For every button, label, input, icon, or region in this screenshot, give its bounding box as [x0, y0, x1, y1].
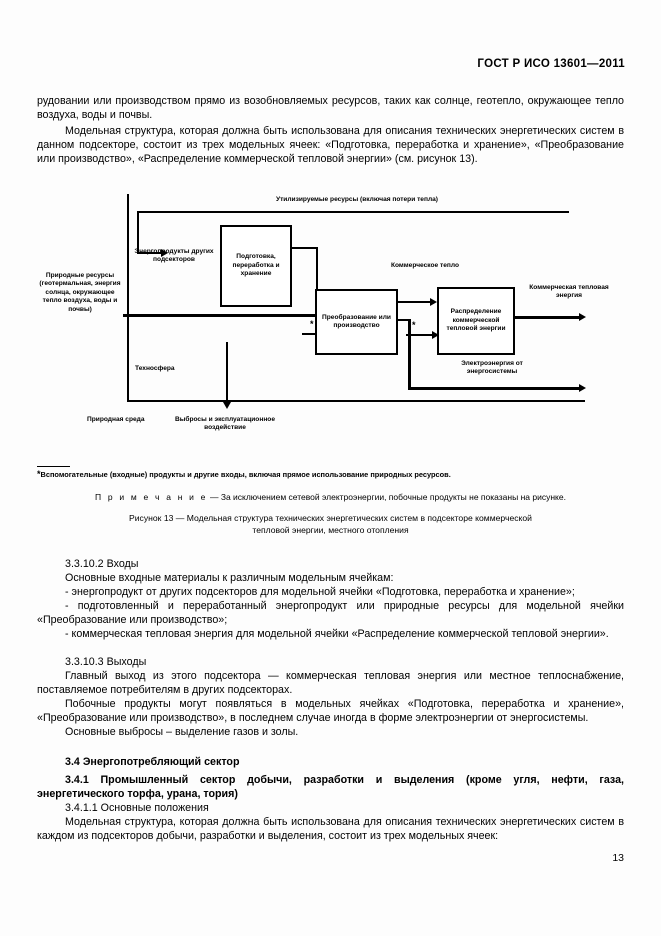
technosphere-left-border: [127, 194, 129, 402]
natural-resources-line: [123, 314, 330, 317]
note-text: — За исключением сетевой электроэнергии, побочные продукты не показаны на рисунке.: [207, 492, 566, 502]
intro-paragraph-2: [37, 124, 624, 166]
prep-out-horizontal: [292, 247, 318, 249]
conv-to-dist-arrow-icon: [430, 298, 437, 306]
section-3-3-10-2-item-2: - подготовленный и переработанный энергопродукт или природные ресурсы для модельной ячейки «Преобразование или производство»;: [37, 600, 624, 627]
aux-input-star-conv: *: [310, 319, 314, 329]
emissions-arrow-icon: [223, 402, 231, 409]
footnote-rule: [37, 466, 70, 467]
section-3-3-10-2-lead: Основные входные материалы к различным модельным ячейкам:: [65, 572, 394, 585]
caption-line-1: Рисунок 13 — Модельная структура технических энергетических систем в подсекторе коммерческой: [129, 513, 532, 523]
note-label: П р и м е ч а н и е: [95, 492, 208, 502]
figure-13-diagram: [37, 188, 624, 458]
grid-elec-horizontal: [408, 387, 581, 390]
section-3-4-1-1-para-1: Модельная структура, которая должна быть использована для описания технических энергетических систем в каждом из подсекторов добычи, разработки и выделения, состоит из трех модельных ячеек:: [37, 816, 624, 843]
box-preparation-label: Подготовка, переработка и хранение: [232, 253, 280, 278]
section-3-3-10-3-para-1: Главный выход из этого подсектора — коммерческая тепловая энергия или местное теплоснабжение, поставляемое потребителям в других подсекторах.: [37, 670, 624, 697]
section-3-4-1-heading: 3.4.1 Промышленный сектор добычи, разработки и выделения (кроме угля, нефти, газа, энергетического торфа, урана, тория): [37, 774, 624, 801]
box-distribution: [437, 287, 515, 355]
section-3-3-10-2: [37, 557, 624, 642]
section-3-4-1-1-heading: 3.4.1.1 Основные положения: [65, 802, 209, 814]
recovered-resources-left-drop: [137, 211, 139, 253]
grid-electricity-label: Электроэнергия от энергосистемы: [461, 360, 523, 376]
figure-note: [37, 492, 624, 503]
natural-resources-label: Природные ресурсы (геотермальная, энергия солнца, окружающее тепло воздуха, воды и почвы): [39, 272, 121, 313]
commercial-thermal-energy-label: Коммерческая тепловая энергия: [529, 284, 609, 300]
box-conversion: [315, 289, 398, 355]
figure-footnote: [37, 470, 624, 480]
box-preparation: [220, 225, 292, 307]
energy-products-label: Энергопродукты других подсекторов: [134, 248, 214, 264]
recovered-resources-label: Утилизируемые ресурсы (включая потери тепла): [275, 196, 439, 203]
section-3-3-10-3-para-3: Основные выбросы – выделение газов и золы.: [65, 726, 299, 739]
section-3-4: [37, 755, 624, 769]
footnote-star-icon: *: [37, 469, 41, 479]
section-3-3-10-2-item-3: - коммерческая тепловая энергия для модельной ячейки «Распределение коммерческой тепловой энергии».: [65, 628, 609, 641]
section-3-3-10-3: [37, 655, 624, 740]
box-conversion-label: Преобразование или производство: [322, 313, 391, 329]
section-3-3-10-2-item-1: - энергопродукт от других подсекторов для модельной ячейки «Подготовка, переработка и хранение»;: [65, 586, 575, 599]
figure-caption: [37, 512, 624, 536]
caption-line-2: тепловой энергии, местного отопления: [252, 525, 409, 535]
commercial-heat-label: Коммерческое тепло: [390, 262, 460, 269]
technosphere-label: Техносфера: [135, 365, 175, 372]
dist-out-line: [515, 316, 581, 319]
section-3-3-10-2-heading: 3.3.10.2 Входы: [65, 558, 139, 570]
dist-out-arrow-icon: [579, 313, 586, 321]
section-3-4-heading: 3.4 Энергопотребляющий сектор: [65, 756, 240, 768]
recovered-resources-top-line: [137, 211, 569, 213]
standard-header: ГОСТ Р ИСО 13601—2011: [477, 58, 625, 70]
section-3-3-10-3-para-2: Побочные продукты могут появляться в модельных ячейках «Подготовка, переработка и хранение», «Преобразование или производство», в последнем случае иногда в форме электроэнергии от энергосистемы.: [37, 698, 624, 725]
technosphere-inner-divider: [226, 342, 228, 400]
section-3-4-1-1: [37, 801, 624, 843]
intro-paragraph-1: [37, 94, 624, 122]
natural-environment-label: Природная среда: [87, 416, 145, 423]
section-3-3-10-3-heading: 3.3.10.3 Выходы: [65, 656, 147, 668]
intro-para-1-text: рудовании или производством прямо из возобновляемых ресурсов, таких как солнце, геотепло, окружающее тепло воздуха, воды и почвы.: [37, 95, 624, 122]
aux-input-star-dist: *: [412, 320, 416, 330]
emissions-label: Выбросы и эксплуатационное воздействие: [175, 416, 275, 432]
grid-elec-arrow-icon: [579, 384, 586, 392]
page-number: 13: [612, 852, 624, 864]
section-3-4-1: [37, 773, 624, 801]
technosphere-bottom-border: [127, 400, 585, 402]
conv-to-dist-line: [398, 301, 434, 303]
box-distribution-label: Распределение коммерческой тепловой энергии: [446, 308, 506, 333]
grid-elec-vertical: [408, 319, 411, 390]
footnote-text: Вспомогательные (входные) продукты и другие входы, включая прямое использование природных ресурсов.: [40, 470, 451, 479]
intro-para-2-text: Модельная структура, которая должна быть использована для описания технических энергетических систем в данном подсекторе, состоит из трех модельных ячеек: «Подготовка, переработка и хранение», «Преобразование или производство», «Распределение коммерческой тепловой энергии» (см. рисунок 13).: [37, 125, 624, 166]
